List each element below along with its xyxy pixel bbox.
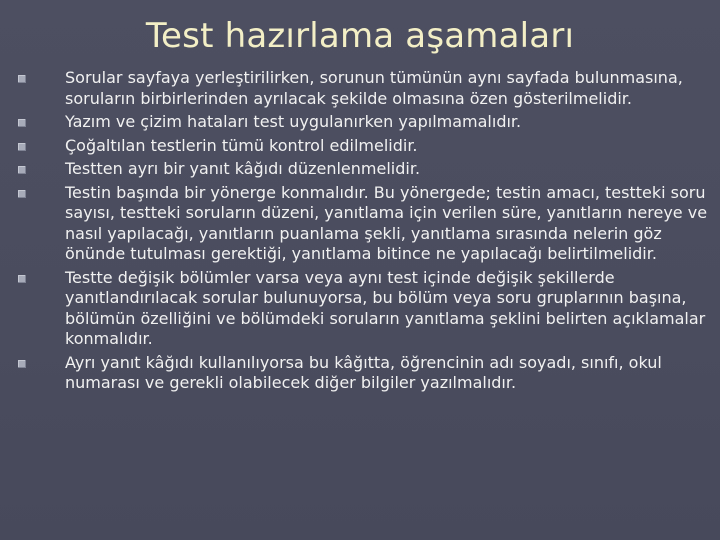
- square-bullet-icon: [18, 166, 26, 174]
- slide-title: Test hazırlama aşamaları: [145, 16, 575, 56]
- bullet-text: Testin başında bir yönerge konmalıdır. Bu yönergede; testin amacı, testteki soru sayısı, testteki soruların düzeni, yanıtlama için verilen süre, yanıtların nereye ve nasıl yapılacağı, yanıtların puanlama şekli, yanıtlama sırasında nelerin göz önünde tutulması gerektiği, yanıtlama bitince ne yapılacağı belirtilmelidir.: [65, 182, 708, 263]
- bullet-item: [18, 183, 710, 265]
- square-bullet-icon: [18, 143, 26, 151]
- bullet-item: [18, 136, 710, 157]
- bullet-item: [18, 159, 710, 180]
- bullet-item: [18, 353, 710, 394]
- bullet-item: [18, 68, 710, 109]
- bullet-item: [18, 112, 710, 133]
- square-bullet-icon: [18, 275, 26, 283]
- square-bullet-icon: [18, 119, 26, 127]
- bullet-text: Çoğaltılan testlerin tümü kontrol edilmelidir.: [65, 135, 418, 155]
- square-bullet-icon: [18, 75, 26, 83]
- bullet-text: Testte değişik bölümler varsa veya aynı test içinde değişik şekillerde yanıtlandırılacak sorular bulunuyorsa, bu bölüm veya soru gruplarının başına, bölümün özelliğini ve bölümdeki soruların yanıtlama şeklini belirten açıklamalar konmalıdır.: [65, 267, 706, 348]
- bullet-list: [18, 68, 710, 397]
- bullet-text: Yazım ve çizim hataları test uygulanırken yapılmamalıdır.: [65, 112, 522, 131]
- bullet-text: Sorular sayfaya yerleştirilirken, sorunun tümünün aynı sayfada bulunmasına, soruların birbirlerinden ayrılacak şekilde olmasına özen gösterilmelidir.: [65, 68, 683, 108]
- square-bullet-icon: [18, 360, 26, 368]
- bullet-item: [18, 268, 710, 350]
- square-bullet-icon: [18, 190, 26, 198]
- bullet-text: Ayrı yanıt kâğıdı kullanılıyorsa bu kâğıtta, öğrencinin adı soyadı, sınıfı, okul numarası ve gerekli olabilecek diğer bilgiler yazılmalıdır.: [65, 352, 662, 392]
- bullet-text: Testten ayrı bir yanıt kâğıdı düzenlenmelidir.: [65, 159, 421, 178]
